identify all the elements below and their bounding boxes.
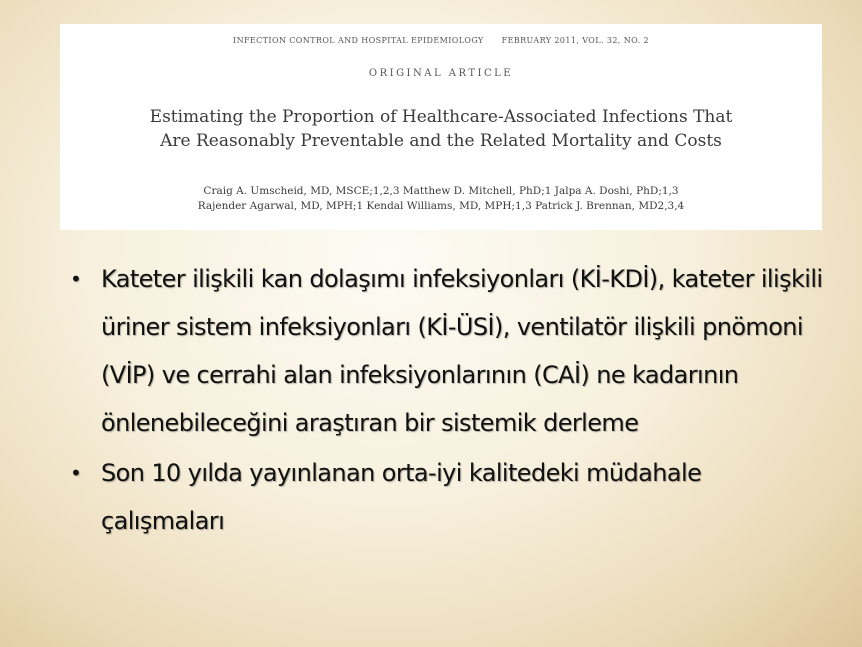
article-title [60, 105, 822, 153]
article-title-line-2: Are Reasonably Preventable and the Related Mortality and Costs [160, 131, 722, 151]
article-header-image [60, 24, 822, 230]
bullet-item [68, 255, 828, 447]
authors-line-1: Craig A. Umscheid, MD, MSCE;1,2,3 Matthew D. Mitchell, PhD;1 Jalpa A. Doshi, PhD;1,3 [203, 185, 679, 197]
bullet-marker: • [70, 461, 82, 485]
journal-issue: FEBRUARY 2011, VOL. 32, NO. 2 [501, 36, 649, 45]
article-title-line-1: Estimating the Proportion of Healthcare-Associated Infections That [149, 107, 733, 127]
bullet-text: Son 10 yılda yayınlanan orta-iyi kalitedeki müdahale çalışmaları [101, 459, 702, 535]
journal-name: INFECTION CONTROL AND HOSPITAL EPIDEMIOLOGY [233, 36, 484, 45]
bullet-item [68, 449, 828, 545]
author-list [60, 184, 822, 214]
article-type: ORIGINAL ARTICLE [368, 68, 514, 79]
bullet-list [68, 255, 828, 547]
bullet-marker: • [70, 267, 82, 291]
journal-line [60, 36, 822, 45]
authors-line-2: Rajender Agarwal, MD, MPH;1 Kendal Williams, MD, MPH;1,3 Patrick J. Brennan, MD2,3,4 [197, 200, 685, 212]
bullet-text: Kateter ilişkili kan dolaşımı infeksiyonları (Kİ-KDİ), kateter ilişkili üriner sistem infeksiyonları (Kİ-ÜSİ), ventilatör ilişkili pnömoni (VİP) ve cerrahi alan infeksiyonlarının (CAİ) ne kadarının önlenebileceğini araştıran bir sistemik derleme [101, 265, 823, 437]
